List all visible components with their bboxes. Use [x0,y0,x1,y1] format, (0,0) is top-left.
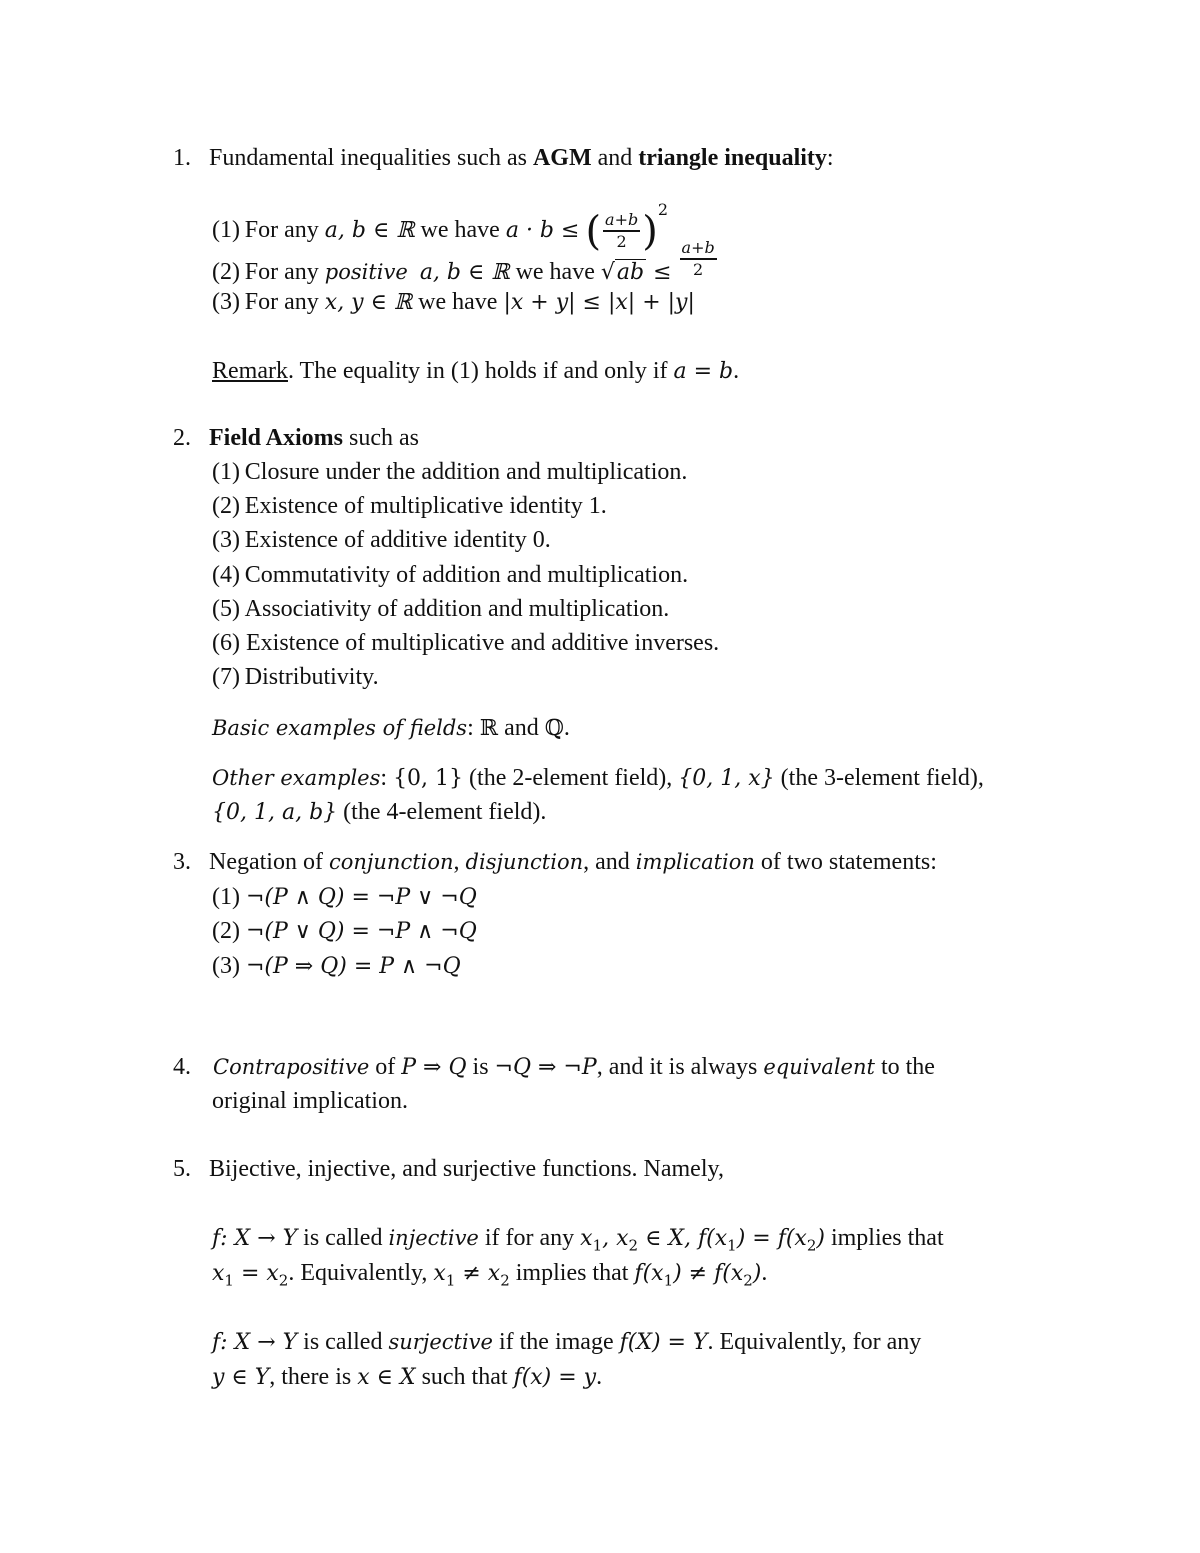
period: . [733,358,740,384]
text: implies that [824,1225,944,1251]
line-label: (1) [212,884,246,910]
subscript: 1 [592,1236,603,1255]
var: ∈ X, f(x [638,1226,728,1251]
axiom-7: (7) Distributivity. [212,664,379,690]
math-expr: ¬(P ∧ Q) = ¬P ∨ ¬Q [245,885,477,910]
text: such that [415,1364,514,1390]
math-vars: a, b ∈ ℝ [324,218,415,243]
subscript: 1 [663,1271,674,1290]
set-description: (the 3-element field), [774,765,984,791]
text: of [369,1054,402,1080]
function-expr: f: X → Y [212,1330,298,1355]
var: x [433,1261,446,1286]
injective-definition-line-1 [212,1223,944,1260]
fraction-denominator: 2 [616,232,627,252]
triangle-inequality-term: triangle inequality [638,145,827,171]
subscript: 1 [445,1271,456,1290]
set-description: (the 4-element field). [337,799,547,825]
axiom-3: (3) Existence of additive identity 0. [212,527,551,553]
field-axioms-term: Field Axioms [209,425,344,451]
right-paren: ) [642,208,658,255]
text: , and it is always [596,1054,764,1080]
colon: : [467,715,480,741]
item-1-text: Fundamental inequalities such as [209,145,533,171]
item-number: 3. [173,849,191,875]
math-vars: x, y ∈ ℝ [324,290,413,315]
math-expr: ¬Q ⇒ ¬P [494,1055,597,1080]
basic-examples-label: Basic examples of fields [212,716,468,740]
math-expr: P ⇒ Q [401,1055,467,1080]
function-expr: f: X → Y [212,1226,298,1251]
negation-3 [212,951,461,982]
var: ) [752,1261,762,1286]
rationals-symbol: ℚ [544,716,564,741]
text: if the image [492,1329,620,1355]
math-expr [634,1261,762,1290]
item-1-colon: : [826,145,834,171]
axiom-2: (2) Existence of multiplicative identity 1. [212,493,607,519]
fraction-denominator: 2 [693,260,704,279]
triangle-inequality-line [212,287,695,318]
math-expr: ¬(P ∨ Q) = ¬P ∧ ¬Q [245,919,477,944]
conjunction-word: conjunction [328,850,454,874]
line-label: (3) [212,953,246,979]
fraction-numerator: a+b [603,212,640,232]
math-expr: ¬(P ⇒ Q) = P ∧ ¬Q [245,954,461,979]
three-element-set: {0, 1, x} [678,766,775,791]
agm-term: AGM [532,145,592,171]
text: if for any [478,1225,581,1251]
item-number: 4. [173,1054,191,1080]
negation-1 [212,882,477,913]
left-paren: ( [585,208,602,255]
four-element-set: {0, 1, a, b} [212,800,338,825]
text: of two statements: [754,849,937,875]
injective-word: injective [388,1226,479,1250]
subscript: 1 [727,1236,737,1255]
math-expr [433,1261,510,1290]
period: . [761,1260,768,1286]
item-2-heading [173,423,419,453]
surjective-definition-line-2 [212,1362,602,1393]
implication-word: implication [635,850,755,874]
we-have: we have [412,289,504,315]
math-expr [212,1261,289,1290]
var: ) [816,1226,825,1251]
item-5-heading [173,1154,724,1184]
subscript: 1 [224,1271,234,1290]
surjective-word: surjective [388,1330,493,1354]
var: ) ≠ f(x [673,1261,744,1286]
item-4-heading [173,1052,935,1083]
reals-symbol: ℝ [479,716,499,741]
text: , there is [269,1364,358,1390]
item-5-title: Bijective, injective, and surjective functions. Namely, [209,1156,724,1182]
two-element-set: {0, 1} [393,766,464,791]
equivalent-word: equivalent [763,1055,875,1079]
disjunction-word: disjunction [465,850,584,874]
item-number: 5. [173,1156,191,1182]
text: to the [874,1054,935,1080]
subscript: 2 [500,1271,510,1290]
text: implies that [509,1260,635,1286]
sqrt-argument: ab [616,260,645,285]
sqrt-inequality-line [212,240,719,293]
negation-2 [212,916,477,947]
remark-text: . The equality in (1) holds if and only if [287,358,674,384]
period: . [596,1364,603,1390]
text: , [453,849,466,875]
math-expr: x ∈ X [357,1365,416,1390]
subscript: 2 [743,1271,753,1290]
period: . [563,715,570,741]
line-label: (2) For any [212,259,325,285]
other-examples-label: Other examples [212,766,381,790]
we-have: we have [414,217,506,243]
remark-label: Remark [212,358,288,384]
item-number: 2. [173,425,191,451]
sqrt-sign: √ [600,260,615,285]
text: , and [583,849,636,875]
var: f(x [634,1261,664,1286]
math-expr: a · b ≤ [505,218,580,243]
var: ≠ x [455,1261,501,1286]
item-3-heading [173,847,937,877]
axiom-1: (1) Closure under the addition and multiplication. [212,459,688,485]
var: ) = f(x [736,1226,807,1251]
var: = x [233,1261,279,1286]
injective-definition-line-2 [212,1258,767,1295]
line-label: (2) [212,918,246,944]
math-expr [580,1226,825,1255]
item-number: 1. [173,145,191,171]
math-expr: a = b [673,359,734,384]
positive-word: positive [324,260,408,284]
text: is [466,1054,495,1080]
var: x [212,1261,225,1286]
var: x [580,1226,593,1251]
item-2-text: such as [343,425,419,451]
text: is called [297,1329,389,1355]
var: , x [602,1226,629,1251]
text: Negation of [209,849,329,875]
item-1-and: and [591,145,639,171]
math-expr: f(X) = Y [619,1330,708,1355]
axiom-4: (4) Commutativity of addition and multiplication. [212,562,689,588]
math-expr: |x + y| ≤ |x| + |y| [503,290,695,315]
line-label: (1) For any [212,217,325,243]
fraction-numerator: a+b [680,240,717,260]
text: is called [297,1225,389,1251]
math-vars: a, b ∈ ℝ [419,260,510,285]
axiom-5: (5) Associativity of addition and multiplication. [212,596,670,622]
le-sign: ≤ [646,260,672,285]
remark-line [212,356,739,387]
axiom-6: (6) Existence of multiplicative and additive inverses. [212,630,720,656]
other-examples-line [212,763,984,794]
fraction [680,240,717,278]
subscript: 2 [278,1271,289,1290]
text: . Equivalently, for any [707,1329,922,1355]
colon: : [380,765,394,791]
we-have: we have [509,259,601,285]
text: . Equivalently, [288,1260,434,1286]
contrapositive-word: Contrapositive [213,1055,370,1079]
item-1-heading [173,143,834,173]
exponent: 2 [657,200,669,219]
set-description: (the 2-element field), [463,765,679,791]
subscript: 2 [628,1236,639,1255]
subscript: 2 [806,1236,817,1255]
and-word: and [498,715,545,741]
item-4-line-2: original implication. [212,1088,408,1114]
math-expr: f(x) = y [513,1365,597,1390]
surjective-definition-line-1 [212,1327,921,1358]
line-label: (3) For any [212,289,325,315]
math-expr: y ∈ Y [212,1365,270,1390]
other-examples-line-2 [212,797,546,828]
basic-examples-line [212,713,570,744]
